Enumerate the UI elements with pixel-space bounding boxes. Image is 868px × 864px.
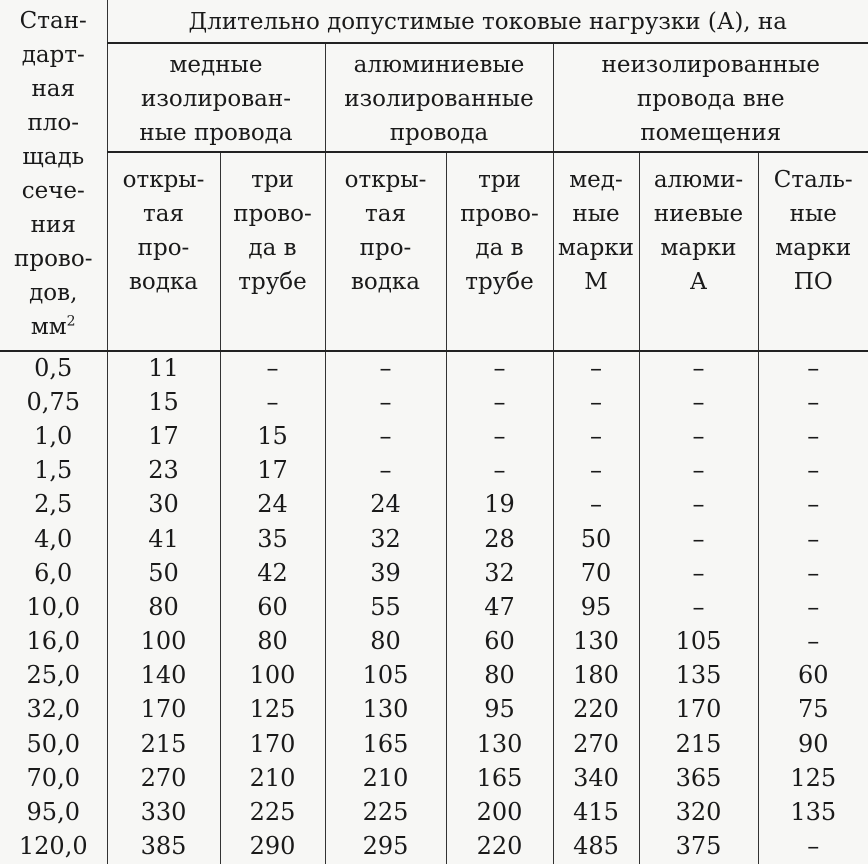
- current-value-cell: 165: [325, 727, 446, 761]
- subcol-line: М: [584, 269, 608, 295]
- current-value-cell: –: [325, 454, 446, 488]
- area-header-line: дов,: [29, 280, 78, 306]
- table-row: [0, 591, 868, 625]
- area-header-line: ния: [30, 212, 76, 238]
- current-value-cell: 95: [446, 693, 553, 727]
- current-value-cell: 80: [446, 659, 553, 693]
- current-value-cell: 105: [639, 625, 758, 659]
- area-header-line: сече-: [21, 178, 85, 204]
- subcol-line: про-: [137, 235, 190, 261]
- subcol-line: марки: [660, 235, 737, 261]
- subcol-line: трубе: [465, 269, 534, 295]
- subcol-line: трубе: [238, 269, 307, 295]
- subcol-line: откры-: [344, 167, 427, 193]
- current-value-cell: –: [807, 456, 820, 485]
- current-value-cell: 130: [553, 625, 639, 659]
- cross-section-cell: 1,0: [0, 420, 107, 454]
- current-value-cell: 32: [446, 557, 553, 591]
- subcol-line: алюми-: [653, 167, 744, 193]
- current-value-cell: 35: [220, 522, 325, 556]
- table-row: [0, 727, 868, 761]
- current-value-cell: 80: [220, 625, 325, 659]
- current-value-cell: 220: [553, 693, 639, 727]
- main-title: Длительно допустимые токовые нагрузки (А), на: [107, 0, 868, 43]
- current-value-cell: 70: [553, 557, 639, 591]
- current-value-cell: –: [325, 386, 446, 420]
- current-value-cell: 19: [446, 488, 553, 522]
- current-value-cell: –: [807, 388, 820, 417]
- subcol-line: откры-: [122, 167, 205, 193]
- table-row: [0, 386, 868, 420]
- current-value-cell: 28: [446, 522, 553, 556]
- current-value-cell: 60: [446, 625, 553, 659]
- current-value-cell: –: [553, 420, 639, 454]
- current-value-cell: 50: [107, 557, 220, 591]
- table-row: [0, 454, 868, 488]
- current-value-cell: 170: [639, 693, 758, 727]
- subcol-line: да в: [248, 235, 297, 261]
- table-row: [0, 557, 868, 591]
- group-line: ные провода: [139, 119, 293, 146]
- group-line: помещения: [640, 119, 782, 146]
- area-header-unit: [0, 310, 107, 344]
- current-value-cell: 135: [639, 659, 758, 693]
- current-value-cell: 100: [107, 625, 220, 659]
- current-value-cell: 180: [553, 659, 639, 693]
- current-value-cell: 60: [797, 661, 829, 690]
- subcol-aluminium-open: [325, 152, 446, 351]
- area-header-line: дарт-: [21, 42, 85, 68]
- current-value-cell: 365: [639, 762, 758, 796]
- current-value-cell: 415: [553, 796, 639, 830]
- group-copper-insulated: [107, 43, 325, 152]
- current-value-cell: 385: [107, 830, 220, 864]
- current-value-cell: 30: [107, 488, 220, 522]
- current-value-cell: –: [639, 386, 758, 420]
- current-value-cell: –: [553, 351, 639, 386]
- current-value-cell: 80: [325, 625, 446, 659]
- current-value-cell: 320: [639, 796, 758, 830]
- current-value-cell: –: [553, 386, 639, 420]
- cross-section-cell: 50,0: [0, 727, 107, 761]
- current-value-cell: 50: [553, 522, 639, 556]
- current-value-cell: 215: [107, 727, 220, 761]
- current-value-cell: 75: [797, 695, 829, 724]
- current-value-cell: 330: [107, 796, 220, 830]
- current-value-cell: –: [639, 454, 758, 488]
- subcol-line: водка: [128, 269, 199, 295]
- current-value-cell: 220: [446, 830, 553, 864]
- current-value-cell: –: [807, 524, 820, 553]
- subcol-bare-steel-po: [758, 152, 868, 351]
- current-value-cell: 95: [553, 591, 639, 625]
- current-value-cell: –: [639, 557, 758, 591]
- table-row: [0, 762, 868, 796]
- current-value-cell: 15: [220, 420, 325, 454]
- area-column-header: [0, 0, 107, 351]
- subcol-copper-pipe: [220, 152, 325, 351]
- subcol-line: А: [689, 269, 708, 295]
- current-value-cell: 23: [107, 454, 220, 488]
- cross-section-cell: 25,0: [0, 659, 107, 693]
- current-value-cell: –: [639, 351, 758, 386]
- subcol-line: мед-: [569, 167, 623, 193]
- current-value-cell: –: [220, 351, 325, 386]
- subcol-line: про-: [359, 235, 412, 261]
- subcol-bare-copper-m: [553, 152, 639, 351]
- subcol-line: прово-: [460, 201, 539, 227]
- current-value-cell: 125: [220, 693, 325, 727]
- current-value-cell: –: [325, 351, 446, 386]
- subcol-line: да в: [475, 235, 524, 261]
- subcol-line: прово-: [233, 201, 312, 227]
- subcol-line: ПО: [793, 269, 833, 295]
- current-value-cell: 340: [553, 762, 639, 796]
- current-value-cell: –: [639, 420, 758, 454]
- current-value-cell: –: [807, 592, 820, 621]
- table-row: [0, 488, 868, 522]
- group-line: неизолированные: [601, 51, 820, 78]
- group-bare-outdoor: [553, 43, 868, 152]
- current-value-cell: 200: [446, 796, 553, 830]
- subcol-line: ные: [789, 201, 837, 227]
- current-value-cell: 32: [325, 522, 446, 556]
- current-value-cell: –: [220, 386, 325, 420]
- table-row: [0, 522, 868, 556]
- table-row: [0, 625, 868, 659]
- current-value-cell: 225: [325, 796, 446, 830]
- cross-section-cell: 4,0: [0, 522, 107, 556]
- table-body: [0, 351, 868, 864]
- current-value-cell: –: [807, 627, 820, 656]
- current-value-cell: 270: [107, 762, 220, 796]
- current-value-cell: 42: [220, 557, 325, 591]
- current-value-cell: –: [446, 420, 553, 454]
- subcol-line: три: [478, 167, 521, 193]
- cross-section-cell: 70,0: [0, 762, 107, 796]
- current-value-cell: –: [446, 454, 553, 488]
- current-value-cell: 125: [790, 763, 837, 792]
- cross-section-cell: 32,0: [0, 693, 107, 727]
- current-value-cell: 105: [325, 659, 446, 693]
- cross-section-cell: 6,0: [0, 557, 107, 591]
- group-line: провода вне: [636, 85, 785, 112]
- cross-section-cell: 2,5: [0, 488, 107, 522]
- group-aluminium-insulated: [325, 43, 553, 152]
- current-value-cell: 485: [553, 830, 639, 864]
- subcol-line: марки: [557, 235, 635, 261]
- cross-section-cell: 0,5: [0, 351, 107, 386]
- current-value-cell: 130: [446, 727, 553, 761]
- cross-section-cell: 95,0: [0, 796, 107, 830]
- current-value-cell: 165: [446, 762, 553, 796]
- current-value-cell: 170: [220, 727, 325, 761]
- current-value-cell: –: [446, 386, 553, 420]
- subcol-aluminium-pipe: [446, 152, 553, 351]
- current-value-cell: 15: [107, 386, 220, 420]
- current-value-cell: 90: [797, 729, 829, 758]
- subcol-line: ные: [572, 201, 620, 227]
- subcol-line: тая: [143, 201, 184, 227]
- current-value-cell: –: [639, 522, 758, 556]
- current-value-cell: 100: [220, 659, 325, 693]
- current-value-cell: –: [639, 488, 758, 522]
- current-value-cell: 375: [639, 830, 758, 864]
- current-value-cell: 80: [107, 591, 220, 625]
- table-row: [0, 420, 868, 454]
- current-value-cell: 210: [220, 762, 325, 796]
- subcol-line: Сталь-: [773, 167, 853, 193]
- current-value-cell: 135: [790, 797, 837, 826]
- subcol-line: водка: [350, 269, 421, 295]
- current-value-cell: 215: [639, 727, 758, 761]
- current-value-cell: –: [325, 420, 446, 454]
- current-value-cell: –: [807, 558, 820, 587]
- current-value-cell: 270: [553, 727, 639, 761]
- current-value-cell: 24: [325, 488, 446, 522]
- current-value-cell: 225: [220, 796, 325, 830]
- group-line: медные: [169, 51, 263, 78]
- current-value-cell: 295: [325, 830, 446, 864]
- group-line: изолирован-: [141, 85, 291, 112]
- table-row: [0, 830, 868, 864]
- current-value-cell: 55: [325, 591, 446, 625]
- cross-section-cell: 120,0: [0, 830, 107, 864]
- cross-section-cell: 1,5: [0, 454, 107, 488]
- table-row: [0, 659, 868, 693]
- current-value-cell: –: [807, 832, 820, 861]
- current-value-cell: 41: [107, 522, 220, 556]
- area-unit-sup: 2: [66, 313, 76, 330]
- current-value-cell: 140: [107, 659, 220, 693]
- current-value-cell: –: [639, 591, 758, 625]
- current-value-cell: 24: [220, 488, 325, 522]
- current-value-cell: –: [807, 353, 820, 382]
- subcol-line: ниевые: [653, 201, 744, 227]
- group-line: алюминиевые: [353, 51, 525, 78]
- area-header-line: щадь: [22, 144, 85, 170]
- cross-section-cell: 10,0: [0, 591, 107, 625]
- current-value-cell: 130: [325, 693, 446, 727]
- table-row: [0, 693, 868, 727]
- group-line: провода: [389, 119, 489, 146]
- area-header-line: прово-: [14, 246, 93, 272]
- cross-section-cell: 16,0: [0, 625, 107, 659]
- table-row: [0, 351, 868, 386]
- subcol-copper-open: [107, 152, 220, 351]
- current-value-cell: –: [553, 488, 639, 522]
- current-value-cell: –: [446, 351, 553, 386]
- current-value-cell: 290: [220, 830, 325, 864]
- current-value-cell: 17: [107, 420, 220, 454]
- current-value-cell: –: [807, 490, 820, 519]
- area-header-line: пло-: [27, 110, 80, 136]
- current-value-cell: 39: [325, 557, 446, 591]
- current-value-cell: 210: [325, 762, 446, 796]
- current-value-cell: 17: [220, 454, 325, 488]
- area-unit-text: мм: [30, 314, 67, 340]
- current-value-cell: 60: [220, 591, 325, 625]
- cross-section-cell: 0,75: [0, 386, 107, 420]
- current-value-cell: 170: [107, 693, 220, 727]
- subcol-line: марки: [775, 235, 852, 261]
- current-value-cell: 11: [107, 351, 220, 386]
- table-row: [0, 796, 868, 830]
- current-value-cell: 47: [446, 591, 553, 625]
- area-header-line: Стан-: [19, 8, 87, 34]
- area-header-line: ная: [31, 76, 76, 102]
- group-line: изолированные: [344, 85, 534, 112]
- subcol-line: тая: [365, 201, 406, 227]
- current-value-cell: –: [807, 422, 820, 451]
- subcol-line: три: [251, 167, 294, 193]
- subcol-bare-aluminium-a: [639, 152, 758, 351]
- current-value-cell: –: [553, 454, 639, 488]
